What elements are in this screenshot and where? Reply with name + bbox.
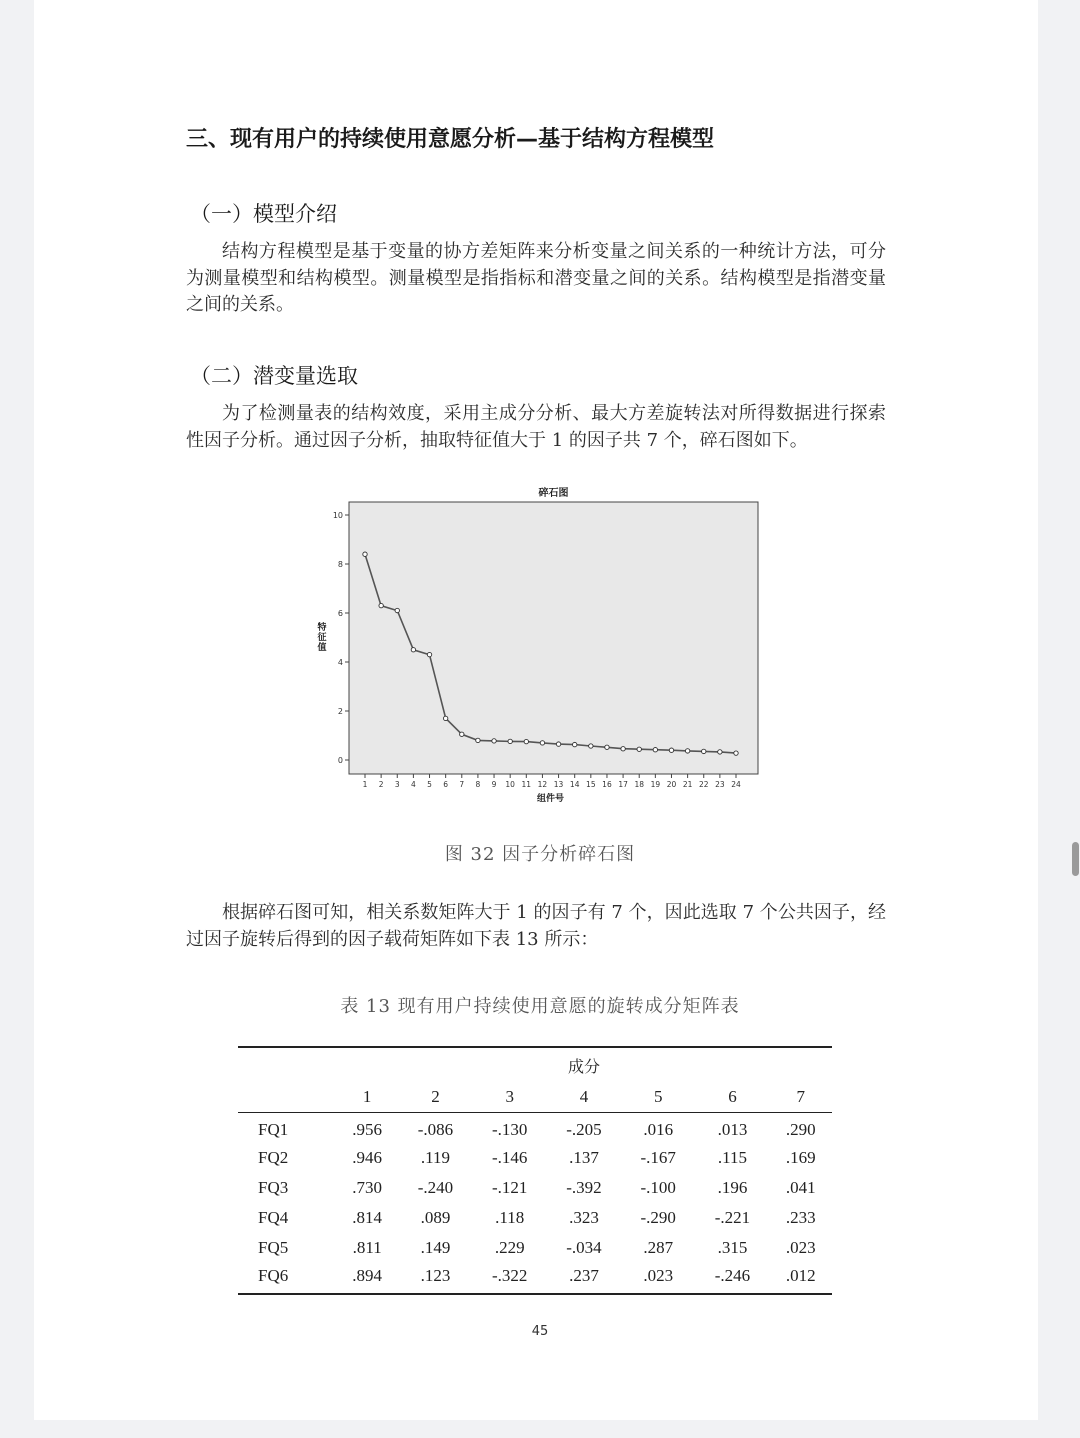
table-corner-cell xyxy=(238,1047,336,1082)
data-point xyxy=(460,732,464,736)
subsection-title-latent-variables: （二）潜变量选取 xyxy=(190,364,358,388)
x-tick-label: 14 xyxy=(569,780,580,789)
x-tick-label: 4 xyxy=(411,780,416,789)
x-tick-label: 19 xyxy=(650,780,661,789)
figure-caption: 图 32 因子分析碎石图 xyxy=(444,844,636,865)
x-tick-label: 1 xyxy=(362,780,368,789)
table-cell: .196 xyxy=(717,1177,748,1197)
table-cell: .012 xyxy=(770,1263,832,1293)
x-tick-label: 13 xyxy=(553,780,564,789)
table-column-header: 5 xyxy=(621,1082,695,1113)
table-column-header: 3 xyxy=(473,1082,547,1113)
x-tick-label: 8 xyxy=(475,780,481,789)
table-cell: .323 xyxy=(569,1208,599,1228)
data-point xyxy=(540,741,544,745)
x-tick-label: 9 xyxy=(491,780,497,789)
table-row xyxy=(238,1203,832,1233)
chart-title: 碎石图 xyxy=(538,488,569,499)
table-cell: .946 xyxy=(352,1147,383,1167)
data-point xyxy=(443,716,447,720)
y-tick-label: 6 xyxy=(337,609,343,618)
y-tick-label: 8 xyxy=(337,560,343,569)
data-point xyxy=(427,652,431,656)
table-group-header: 成分 xyxy=(336,1047,832,1082)
page-number: 45 xyxy=(531,1324,549,1339)
data-point xyxy=(653,748,657,752)
table-cell: .089 xyxy=(420,1208,451,1228)
table-row xyxy=(238,1113,832,1143)
table-caption: 表 13 现有用户持续使用意愿的旋转成分矩阵表 xyxy=(340,996,740,1017)
table-cell: -.100 xyxy=(640,1177,676,1197)
table-cell: .115 xyxy=(717,1147,748,1167)
table-row-label: FQ5 xyxy=(258,1238,289,1258)
table-cell: .811 xyxy=(352,1238,382,1258)
table-cell: .229 xyxy=(494,1238,525,1258)
x-tick-label: 21 xyxy=(682,780,693,789)
table-column-header: 1 xyxy=(336,1082,398,1113)
table-column-header: 6 xyxy=(695,1082,769,1113)
y-tick-label: 0 xyxy=(337,756,343,765)
x-tick-label: 24 xyxy=(731,780,741,789)
table-cell: -.290 xyxy=(640,1208,676,1228)
data-point xyxy=(734,751,738,755)
table-cell: -.205 xyxy=(566,1119,602,1139)
table-cell: -.121 xyxy=(492,1177,528,1197)
table-cell: -.130 xyxy=(492,1119,528,1139)
table-cell: .287 xyxy=(643,1238,674,1258)
table-cell: -.221 xyxy=(714,1208,751,1228)
data-point xyxy=(702,749,706,753)
table-cell: .730 xyxy=(352,1177,383,1197)
data-point xyxy=(411,648,415,652)
table-cell: .894 xyxy=(336,1263,398,1293)
x-tick-label: 15 xyxy=(586,780,596,789)
table-cell: .149 xyxy=(420,1238,451,1258)
x-tick-label: 11 xyxy=(521,780,532,789)
table-cell: -.392 xyxy=(566,1177,602,1197)
x-tick-label: 3 xyxy=(394,780,400,789)
data-point xyxy=(621,747,625,751)
table-row xyxy=(238,1173,832,1203)
plot-area xyxy=(349,502,758,774)
y-tick-label: 10 xyxy=(332,511,343,520)
table-cell: .023 xyxy=(621,1263,695,1293)
rotated-component-matrix-table xyxy=(238,1046,832,1295)
x-tick-label: 20 xyxy=(666,780,677,789)
table-cell: .123 xyxy=(398,1263,472,1293)
data-point xyxy=(556,742,560,746)
table-cell: .119 xyxy=(420,1147,451,1167)
paragraph-model-intro: 结构方程模型是基于变量的协方差矩阵来分析变量之间关系的一种统计方法，可分为测量模型和结构模型。测量模型是指指标和潜变量之间的关系。结构模型是指潜变量之间的关系。 xyxy=(186,241,886,315)
table-cell: -.146 xyxy=(492,1147,528,1167)
table-cell: -.086 xyxy=(417,1119,454,1139)
table-row-label: FQ1 xyxy=(258,1119,289,1139)
table-row-label: FQ6 xyxy=(238,1263,336,1293)
data-point xyxy=(589,744,593,748)
data-point xyxy=(363,552,367,556)
data-point xyxy=(492,739,496,743)
table-cell: .013 xyxy=(717,1119,748,1139)
paragraph-table-intro: 根据碎石图可知，相关系数矩阵大于 1 的因子有 7 个，因此选取 7 个公共因子，经过因子旋转后得到的因子载荷矩阵如下表 13 所示： xyxy=(186,902,886,950)
table-cell: .118 xyxy=(495,1208,525,1228)
table-row-label: FQ4 xyxy=(258,1208,289,1228)
x-tick-label: 7 xyxy=(459,780,465,789)
data-point xyxy=(476,738,480,742)
table-cell: .041 xyxy=(785,1177,816,1197)
x-tick-label: 17 xyxy=(618,780,628,789)
table-cell: .290 xyxy=(785,1119,816,1139)
x-tick-label: 12 xyxy=(537,780,548,789)
paragraph-latent-variables: 为了检测量表的结构效度，采用主成分分析、最大方差旋转法对所得数据进行探索性因子分析。通过因子分析，抽取特征值大于 1 的因子共 7 个，碎石图如下。 xyxy=(186,403,886,451)
table-cell: .023 xyxy=(785,1238,816,1258)
data-point xyxy=(508,739,512,743)
x-tick-label: 2 xyxy=(378,780,384,789)
table-cell: .237 xyxy=(547,1263,621,1293)
scree-plot xyxy=(300,480,780,810)
subsection-title-model-intro: （一）模型介绍 xyxy=(190,202,337,226)
table-cell: .137 xyxy=(569,1147,599,1167)
table-row xyxy=(238,1263,832,1293)
x-tick-label: 16 xyxy=(602,780,612,789)
data-point xyxy=(524,739,528,743)
section-title: 三、现有用户的持续使用意愿分析—基于结构方程模型 xyxy=(186,127,715,152)
table-cell: .016 xyxy=(643,1119,674,1139)
x-tick-label: 22 xyxy=(698,780,709,789)
x-tick-label: 6 xyxy=(443,780,449,789)
table-cell: .956 xyxy=(352,1119,383,1139)
data-point xyxy=(572,742,576,746)
y-tick-label: 4 xyxy=(337,658,343,667)
x-tick-label: 10 xyxy=(505,780,515,789)
table-row-label: FQ2 xyxy=(258,1147,289,1167)
x-tick-label: 5 xyxy=(427,780,432,789)
table-cell: .315 xyxy=(717,1238,748,1258)
table-column-header: 7 xyxy=(770,1082,832,1113)
table-cell: .233 xyxy=(785,1208,816,1228)
table-row xyxy=(238,1143,832,1173)
data-point xyxy=(685,749,689,753)
table-cell: -.246 xyxy=(695,1263,769,1293)
table-cell: -.322 xyxy=(473,1263,547,1293)
data-point xyxy=(395,608,399,612)
table-row xyxy=(238,1233,832,1263)
data-point xyxy=(605,745,609,749)
data-point xyxy=(718,750,722,754)
data-point xyxy=(669,748,673,752)
data-point xyxy=(637,747,641,751)
x-axis-label: 组件号 xyxy=(536,794,565,804)
y-axis-label: 特征值 xyxy=(317,623,327,653)
table-cell: -.034 xyxy=(566,1238,602,1258)
table-column-header: 4 xyxy=(547,1082,621,1113)
table-column-header: 2 xyxy=(398,1082,472,1113)
table-row-label: FQ3 xyxy=(258,1177,289,1197)
x-tick-label: 23 xyxy=(715,780,725,789)
table-cell: .814 xyxy=(352,1208,383,1228)
x-tick-label: 18 xyxy=(634,780,644,789)
data-point xyxy=(379,603,383,607)
table-corner-cell xyxy=(238,1082,336,1113)
y-tick-label: 2 xyxy=(337,707,343,716)
table-cell: .169 xyxy=(785,1147,816,1167)
table-cell: -.240 xyxy=(417,1177,454,1197)
table-cell: -.167 xyxy=(640,1147,676,1167)
